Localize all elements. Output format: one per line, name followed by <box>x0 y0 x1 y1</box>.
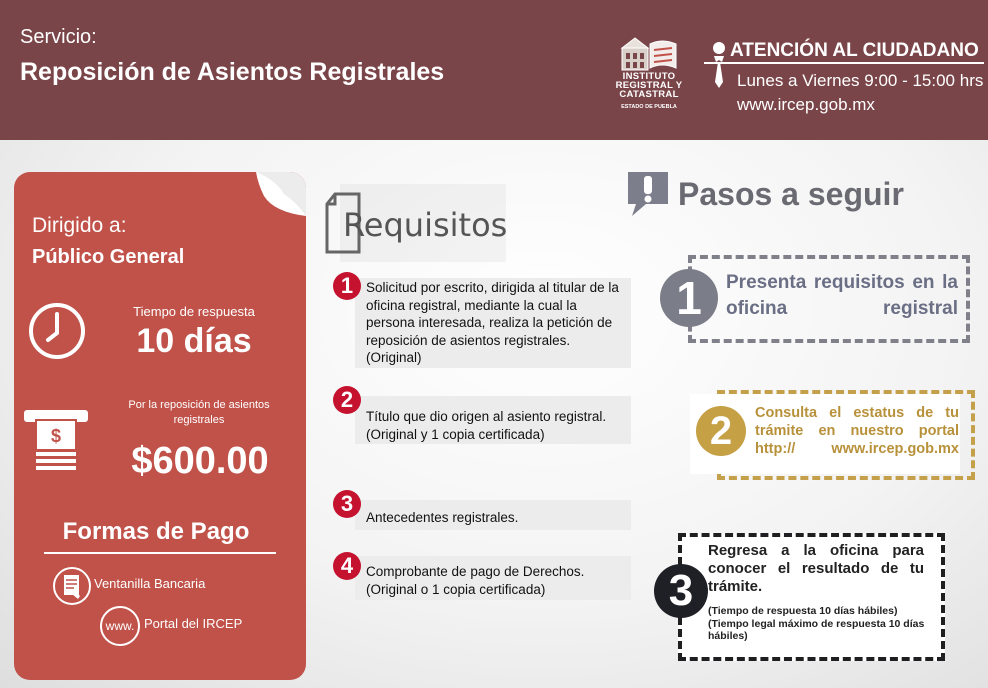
step-1-number: 1 <box>660 269 718 327</box>
pago-ventanilla: Ventanilla Bancaria <box>94 576 206 591</box>
requisito-text-3: Antecedentes registrales. <box>366 510 519 525</box>
requisito-num-3: 3 <box>333 490 361 518</box>
pago-portal[interactable]: Portal del IRCEP <box>144 616 243 631</box>
step-3-note: (Tiempo de respuesta 10 días hábiles) (Tiempo legal máximo de respuesta 10 días hábiles) <box>708 605 925 642</box>
step-3-number: 3 <box>654 564 708 618</box>
atm-money-icon <box>22 406 90 472</box>
formas-pago-title: Formas de Pago <box>62 518 250 545</box>
step-2-text: Consulta el estatus de tu trámite en nuestro portal http:// www.ircep.gob.mx <box>755 405 959 457</box>
svg-text:$: $ <box>50 426 62 446</box>
logo-subtext: ESTADO DE PUEBLA <box>621 104 677 110</box>
ircep-logo <box>614 34 684 114</box>
step-1-text: Presenta requisitos en la oficina registral <box>726 272 958 319</box>
www-icon: www. <box>100 606 140 646</box>
service-label: Servicio: <box>20 26 97 48</box>
page-title: Reposición de Asientos Registrales <box>20 58 445 86</box>
header-bar <box>0 0 988 140</box>
divider <box>44 552 276 554</box>
exclamation-icon <box>622 168 672 218</box>
divider <box>704 62 984 64</box>
requisito-num-2: 2 <box>333 386 361 414</box>
costo-label: Por la reposición de asientos registrales <box>128 399 270 426</box>
building-icon <box>620 34 678 72</box>
requisito-num-4: 4 <box>333 552 361 580</box>
tiempo-label: Tiempo de respuesta <box>133 304 255 319</box>
requisito-text-2: Título que dio origen al asiento registral. (Original y 1 copia certificada) <box>366 409 607 442</box>
requisito-text-4: Comprobante de pago de Derechos. (Original o 1 copia certificada) <box>366 564 585 597</box>
office-hours: Lunes a Viernes 9:00 - 15:00 hrs <box>737 71 984 90</box>
page-fold-icon <box>256 172 306 222</box>
requisitos-title: Requisitos <box>343 206 508 244</box>
logo-text: INSTITUTO REGISTRAL Y CATASTRAL <box>615 71 683 100</box>
dirigido-value: Público General <box>32 246 185 268</box>
costo-value: $600.00 <box>131 440 269 482</box>
receipt-icon <box>52 566 92 606</box>
tiempo-value: 10 días <box>136 322 252 360</box>
requisito-text-1: Solicitud por escrito, dirigida al titular de la oficina registral, mediante la cual la persona interesada, realiza la petición de reposición de asientos registrales. (Original) <box>366 280 619 365</box>
clock-icon <box>26 300 88 362</box>
website-link[interactable]: www.ircep.gob.mx <box>737 95 875 114</box>
atencion-title: ATENCIÓN AL CIUDADANO <box>730 40 979 61</box>
pasos-title: Pasos a seguir <box>678 176 904 212</box>
info-card <box>14 172 306 680</box>
requisito-num-1: 1 <box>333 272 361 300</box>
dirigido-label: Dirigido a: <box>32 214 127 237</box>
step-3-text: Regresa a la oficina para conocer el resultado de tu trámite. <box>708 542 924 595</box>
step-2-number: 2 <box>696 406 746 456</box>
